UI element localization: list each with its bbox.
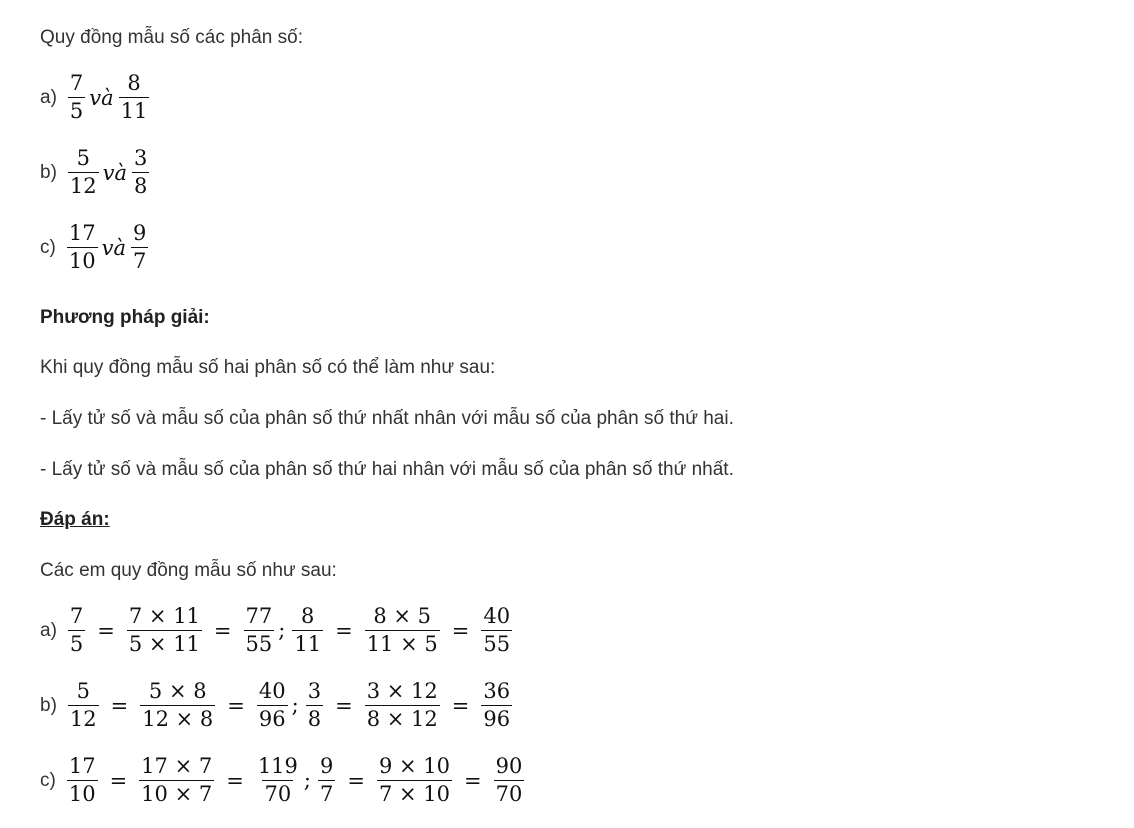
fraction: $\frac{40}{55}$: [483, 604, 511, 656]
solution-label: b): [40, 694, 57, 716]
equals-sign: =: [451, 693, 470, 718]
method-heading: Phương pháp giải:: [40, 307, 210, 328]
solution-label: a): [40, 619, 57, 641]
equals-sign: =: [97, 618, 115, 643]
fraction: $\frac{5}{12}$: [69, 146, 97, 198]
fraction: $\frac{7}{5}$: [69, 604, 84, 656]
answer-heading: Đáp án:: [40, 509, 110, 530]
fraction: $\frac{119}{70}$: [257, 754, 298, 806]
fraction: $\frac{5 \times 8}{12 \times 8}$: [142, 679, 214, 731]
fraction: $\frac{8}{11}$: [294, 604, 322, 656]
fraction: $\frac{9}{7}$: [319, 754, 334, 806]
fraction: $\frac{17}{10}$: [68, 221, 96, 273]
equals-sign: =: [213, 618, 232, 643]
solution-label: c): [40, 769, 56, 791]
equals-sign: =: [335, 693, 353, 718]
separator: ;: [278, 618, 286, 642]
fraction: $\frac{7 \times 11}{5 \times 11}$: [128, 604, 200, 656]
equals-sign: =: [226, 768, 244, 793]
method-step-2: - Lấy tử số và mẫu số của phân số thứ hai nhân với mẫu số của phân số thứ nhất.: [40, 459, 734, 480]
equals-sign: =: [451, 618, 470, 643]
connector-va: và: [89, 85, 114, 110]
exercise-row-c: [40, 220, 151, 275]
equals-sign: =: [227, 693, 245, 718]
fraction: $\frac{8}{11}$: [120, 71, 148, 123]
fraction: $\frac{3 \times 12}{8 \times 12}$: [366, 679, 438, 731]
fraction: $\frac{17}{10}$: [68, 754, 96, 806]
equals-sign: =: [347, 768, 365, 793]
equals-sign: =: [335, 618, 353, 643]
connector-va: và: [102, 160, 128, 185]
fraction: $\frac{5}{12}$: [69, 679, 97, 731]
exercise-label: a): [40, 86, 57, 108]
exercise-label: c): [40, 236, 56, 258]
solution-row-b: [40, 678, 515, 733]
fraction: $\frac{9 \times 10}{7 \times 10}$: [378, 754, 450, 806]
intro-text: Quy đồng mẫu số các phân số:: [40, 27, 303, 48]
fraction: $\frac{17 \times 7}{10 \times 7}$: [141, 754, 213, 806]
equals-sign: =: [109, 768, 128, 793]
exercise-row-a: [40, 70, 152, 125]
fraction: $\frac{77}{55}$: [245, 604, 273, 656]
fraction: $\frac{7}{5}$: [69, 71, 84, 123]
separator: ;: [303, 768, 311, 792]
fraction: $\frac{3}{8}$: [307, 679, 322, 731]
fraction: $\frac{40}{96}$: [258, 679, 286, 731]
answer-intro: Các em quy đồng mẫu số như sau:: [40, 560, 337, 581]
connector-va: và: [101, 235, 126, 260]
fraction: $\frac{36}{96}$: [483, 679, 511, 731]
solution-row-c: [40, 753, 527, 808]
fraction: $\frac{9}{7}$: [132, 221, 147, 273]
fraction: $\frac{8 \times 5}{11 \times 5}$: [366, 604, 438, 656]
fraction: $\frac{3}{8}$: [134, 146, 148, 198]
method-step-1: - Lấy tử số và mẫu số của phân số thứ nhất nhân với mẫu số của phân số thứ hai.: [40, 408, 734, 429]
equals-sign: =: [110, 693, 129, 718]
exercise-label: b): [40, 161, 57, 183]
fraction: $\frac{90}{70}$: [495, 754, 523, 806]
method-intro: Khi quy đồng mẫu số hai phân số có thể làm như sau:: [40, 357, 496, 378]
solution-row-a: [40, 603, 515, 658]
exercise-row-b: [40, 145, 152, 200]
separator: ;: [291, 693, 299, 717]
equals-sign: =: [464, 768, 482, 793]
